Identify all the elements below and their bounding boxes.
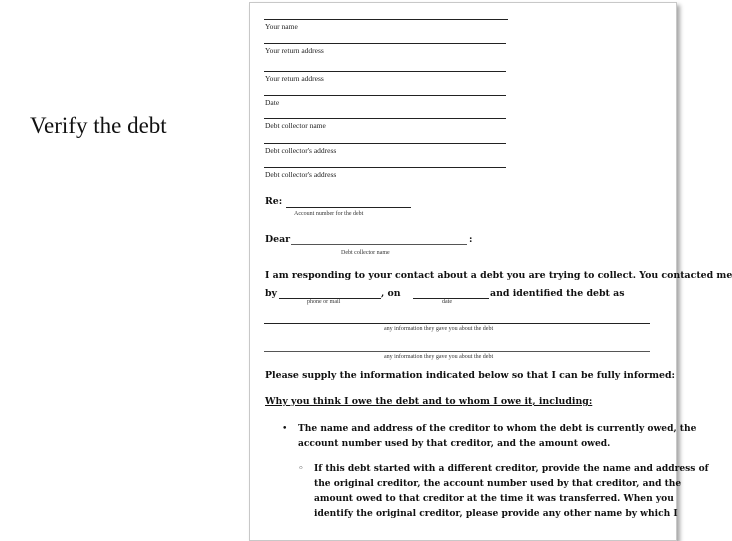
intro-end: and identified the debt as xyxy=(490,288,625,299)
sub-bullet-line-2: the original creditor, the account number used by that creditor, and the xyxy=(314,478,682,489)
slide-title: Verify the debt xyxy=(30,113,167,138)
caption-info-2: any information they gave you about the debt xyxy=(384,354,494,360)
field-line xyxy=(264,71,506,72)
sub-bullet-icon: ◦ xyxy=(298,463,304,474)
sub-bullet-line-4: identify the original creditor, please provide any other name by which I xyxy=(314,508,678,519)
debt-info-blank-2 xyxy=(264,351,650,352)
field-line xyxy=(264,143,506,144)
intro-by: by xyxy=(265,288,278,299)
bullet-1-line-2: account number used by that creditor, and the amount owed. xyxy=(298,438,611,449)
field-label-date: Date xyxy=(265,98,280,107)
field-label-collector-name: Debt collector name xyxy=(265,121,326,130)
dear-caption: Debt collector name xyxy=(341,250,390,256)
why-heading: Why you think I owe the debt and to whom I owe it, including: xyxy=(265,396,593,407)
intro-line-1: I am responding to your contact about a debt you are trying to collect. You contacted me xyxy=(265,270,732,281)
dear-label: Dear xyxy=(265,234,291,245)
field-label-return-address-2: Your return address xyxy=(265,74,324,83)
dear-blank xyxy=(291,244,467,245)
field-label-collector-address-2: Debt collector's address xyxy=(265,170,337,179)
bullet-icon: • xyxy=(282,423,288,434)
re-label: Re: xyxy=(265,196,283,207)
caption-info-1: any information they gave you about the debt xyxy=(384,326,494,332)
sub-bullet-line-3: amount owed to that creditor at the time it was transferred. When you xyxy=(314,493,674,504)
field-label-collector-address-1: Debt collector's address xyxy=(265,146,337,155)
dear-colon: : xyxy=(469,234,473,245)
field-line xyxy=(264,118,506,119)
field-line xyxy=(264,95,506,96)
field-label-your-name: Your name xyxy=(265,22,298,31)
re-blank xyxy=(286,207,411,208)
field-line xyxy=(264,167,506,168)
field-label-return-address-1: Your return address xyxy=(265,46,324,55)
intro-on: , on xyxy=(381,288,401,299)
debt-info-blank-1 xyxy=(264,323,650,324)
field-line xyxy=(264,43,506,44)
sub-bullet-line-1: If this debt started with a different creditor, provide the name and address of xyxy=(314,463,709,474)
caption-phone-mail: phone or mail xyxy=(307,299,341,305)
bullet-1-line-1: The name and address of the creditor to whom the debt is currently owed, the xyxy=(298,423,697,434)
field-line xyxy=(264,19,508,20)
re-caption: Account number for the debt xyxy=(294,211,364,217)
letter-page xyxy=(249,2,732,541)
please-supply-text: Please supply the information indicated below so that I can be fully informed: xyxy=(265,370,675,381)
caption-date: date xyxy=(442,299,452,305)
